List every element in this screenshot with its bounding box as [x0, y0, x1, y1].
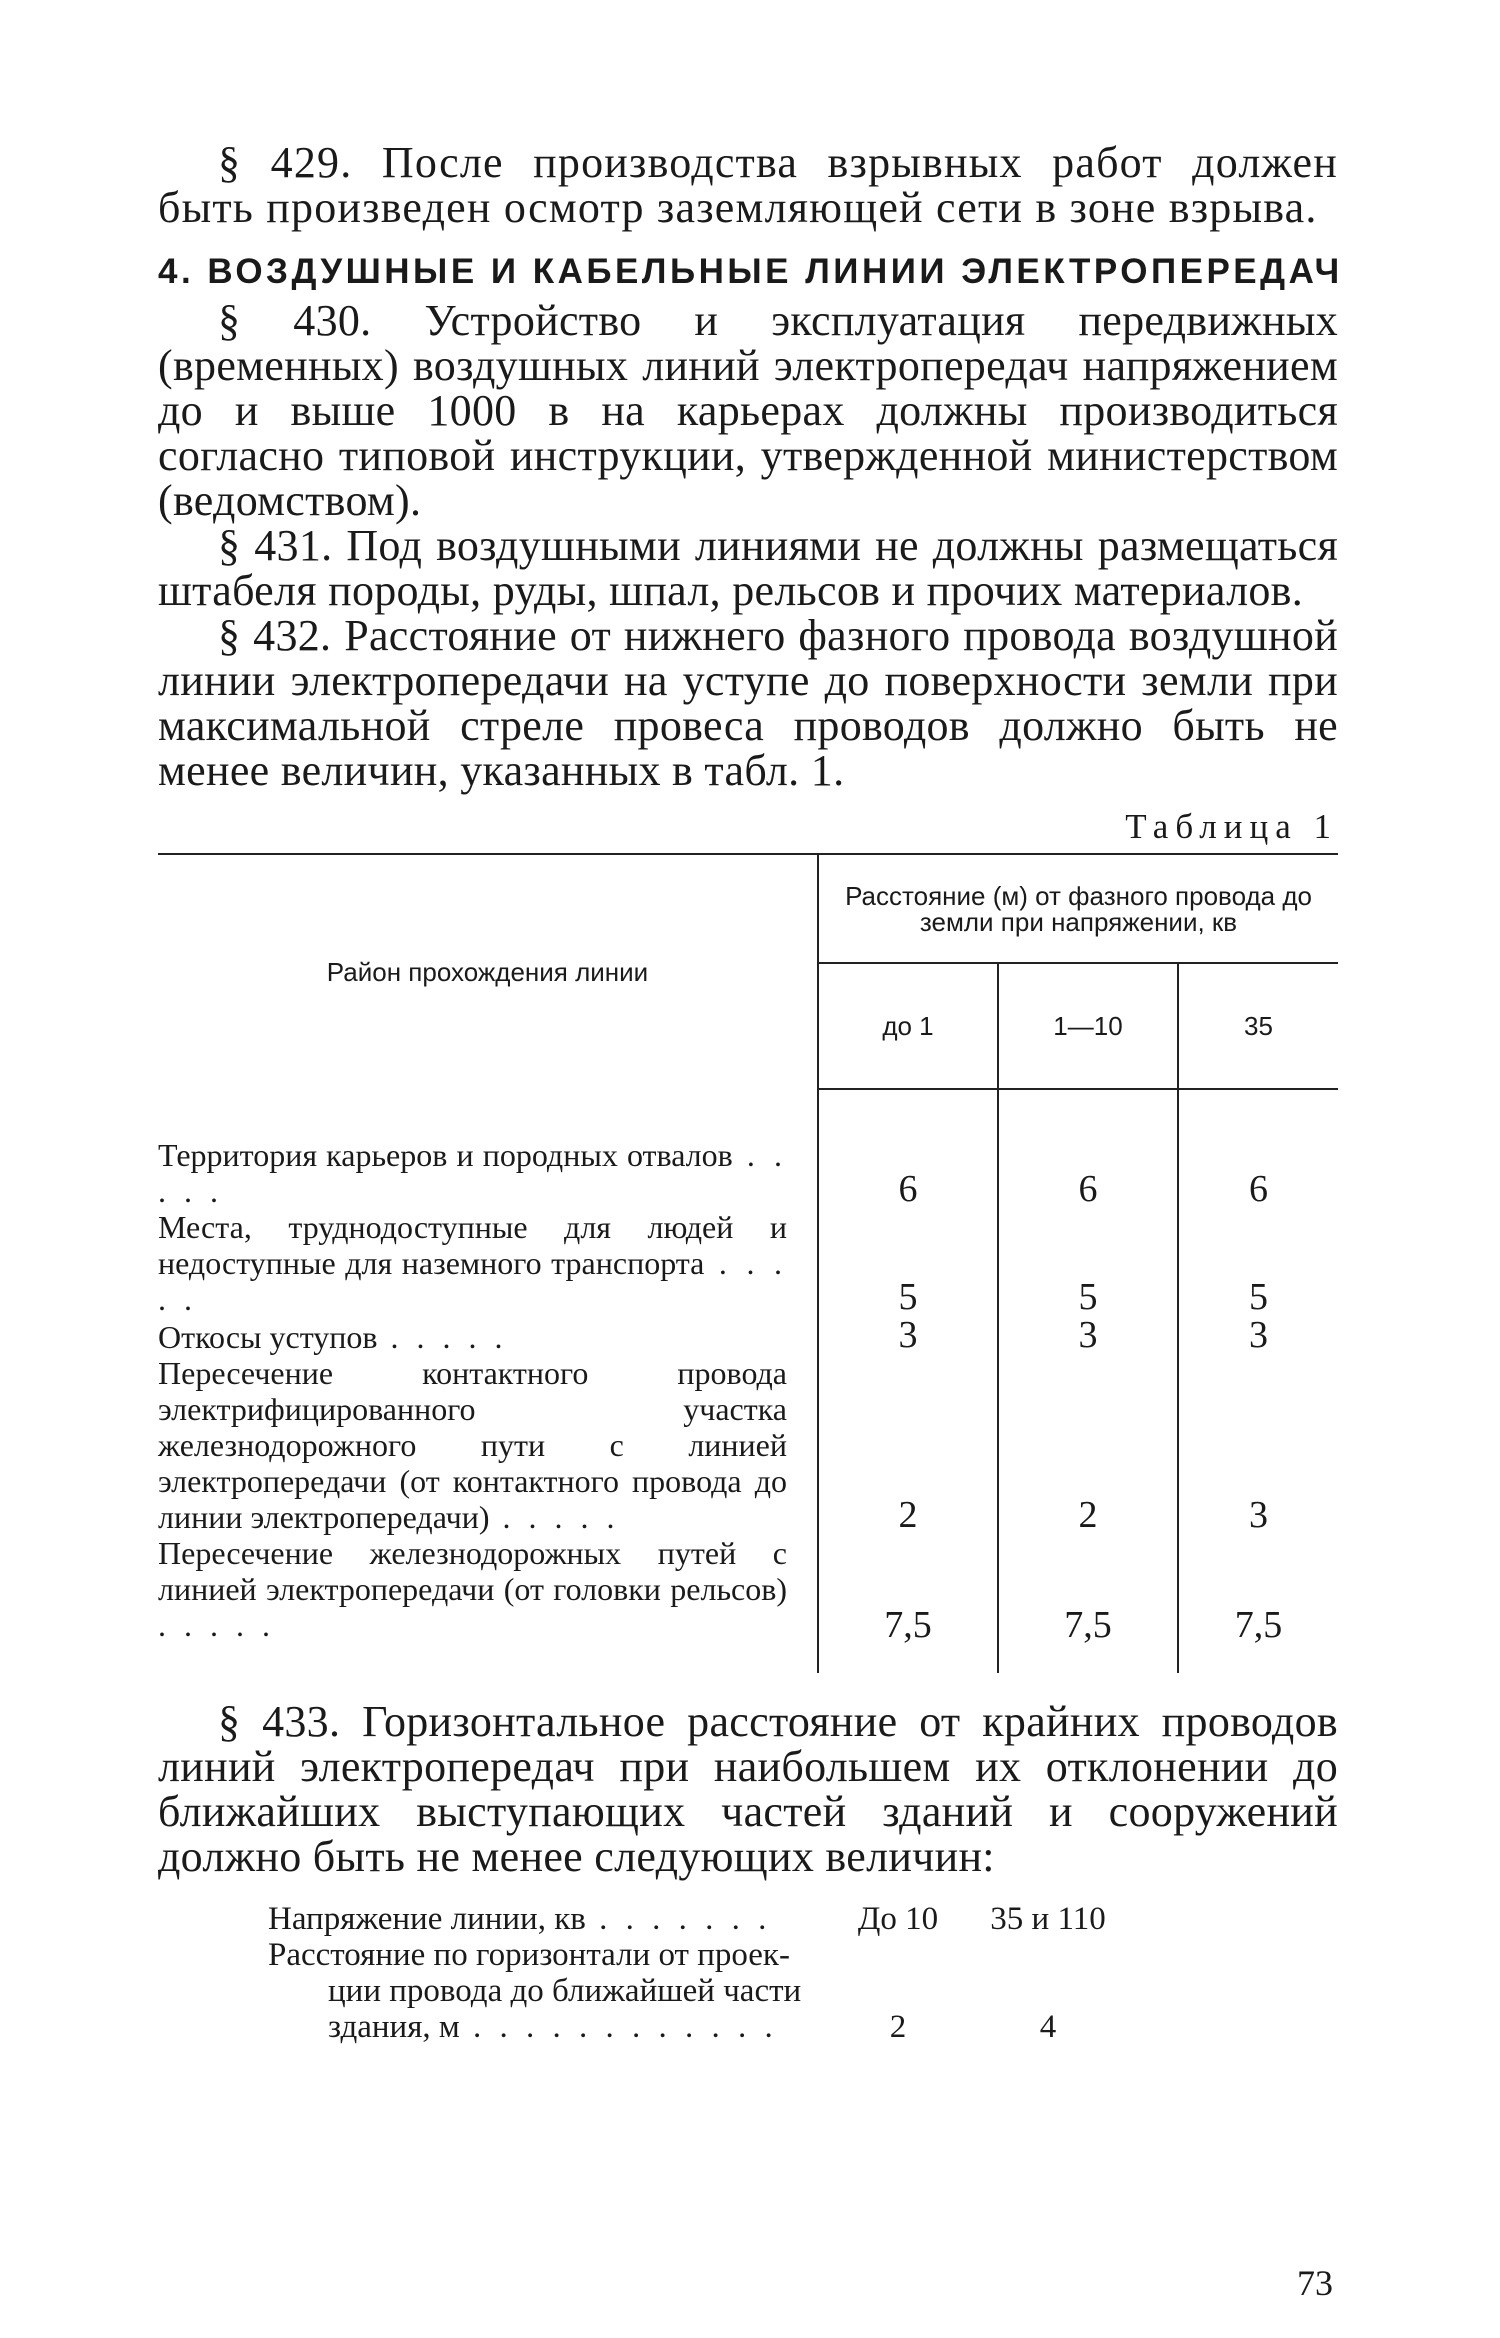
row-value: 7,5: [818, 1535, 998, 1673]
row-value: 7,5: [1178, 1535, 1338, 1673]
paragraph-429: § 429. После производства взрывных работ должен быть произведен осмотр заземляющей сети в зоне взрыва.: [158, 138, 1338, 232]
row-value: 5: [818, 1209, 998, 1317]
spec-distance-label-3: здания, м: [328, 2009, 460, 2045]
row-area: Территория карьеров и породных отвалов . . . . .: [158, 1137, 788, 1209]
table-row: [158, 1317, 1338, 1355]
spec-block: [158, 1901, 1338, 2045]
row-value: 6: [1178, 1089, 1338, 1209]
document-page: [158, 138, 1343, 2045]
header-col-2: 1—10: [998, 963, 1178, 1089]
table-row: [158, 1535, 1338, 1673]
spec-row-distance: Расстояние по горизонтали от проек- ции провода до ближайшей части здания, м . . . . . . . . . . . . 2 4: [158, 1937, 1338, 2045]
paragraph-430: § 430. Устройство и эксплуатация передвижных (временных) воздушных линий электропередач напряжением до и выше 1000 в на карьерах должны производиться согласно типовой инструкции, утвержденной министерством (ведомством).: [158, 296, 1338, 525]
spec-row-voltage: Напряжение линии, кв . . . . . . . До 10 35 и 110: [158, 1901, 1338, 1937]
paragraph-433: § 433. Горизонтальное расстояние от крайних проводов линий электропередач при наибольшем их отклонении до ближайших выступающих частей зданий и сооружений должно быть не менее следующих величин:: [158, 1697, 1338, 1881]
spec-voltage-value-1: До 10: [857, 1901, 939, 1937]
row-value: 3: [1178, 1317, 1338, 1355]
paragraph-432: § 432. Расстояние от нижнего фазного провода воздушной линии электропередачи на уступе до поверхности земли при максимальной стреле провеса проводов должно быть не менее величин, указанных в табл. 1.: [158, 611, 1338, 795]
page-number: 73: [1297, 2263, 1333, 2303]
header-distance: Расстояние (м) от фазного провода до земли при напряжении, кв: [818, 854, 1338, 963]
row-value: 5: [998, 1209, 1178, 1317]
row-area: Пересечение железнодорожных путей с линией электропередачи (от головки рельсов) . . . . .: [158, 1535, 787, 1643]
table-row: [158, 1089, 1338, 1209]
row-area: Откосы уступов . . . . .: [158, 1319, 508, 1355]
row-area: Пересечение контактного провода электрифицированного участка железнодорожного пути с линией электропередачи (от контактного провода до линии электропередачи) . . . . .: [158, 1355, 787, 1535]
table-row: [158, 1355, 1338, 1535]
row-area: Места, труднодоступные для людей и недоступные для наземного транспорта . . . . .: [158, 1209, 788, 1317]
paragraph-431: § 431. Под воздушными линиями не должны размещаться штабеля породы, руды, шпал, рельсов и прочих материалов.: [158, 521, 1338, 615]
spec-voltage-value-2: 35 и 110: [990, 1901, 1106, 1937]
row-value: 2: [818, 1355, 998, 1535]
row-value: 6: [998, 1089, 1178, 1209]
clearance-table: [158, 853, 1338, 1673]
table-caption: Таблица 1: [1125, 807, 1338, 846]
header-col-1: до 1: [818, 963, 998, 1089]
row-value: 5: [1178, 1209, 1338, 1317]
row-value: 7,5: [998, 1535, 1178, 1673]
spec-distance-value-1: 2: [889, 2009, 907, 2045]
table-row: [158, 1209, 1338, 1317]
section-heading: 4. ВОЗДУШНЫЕ И КАБЕЛЬНЫЕ ЛИНИИ ЭЛЕКТРОПЕРЕДАЧ: [158, 252, 1343, 291]
row-value: 2: [998, 1355, 1178, 1535]
row-value: 6: [818, 1089, 998, 1209]
header-area: Район прохождения линии: [158, 854, 818, 1089]
spec-voltage-label: Напряжение линии, кв: [268, 1901, 586, 1937]
header-col-3: 35: [1178, 963, 1338, 1089]
spec-distance-label-1: Расстояние по горизонтали от проек-: [268, 1937, 790, 1973]
spec-distance-value-2: 4: [1039, 2009, 1057, 2045]
row-value: 3: [818, 1317, 998, 1355]
row-value: 3: [1178, 1355, 1338, 1535]
spec-distance-label-2: ции провода до ближайшей части: [328, 1973, 802, 2009]
row-value: 3: [998, 1317, 1178, 1355]
